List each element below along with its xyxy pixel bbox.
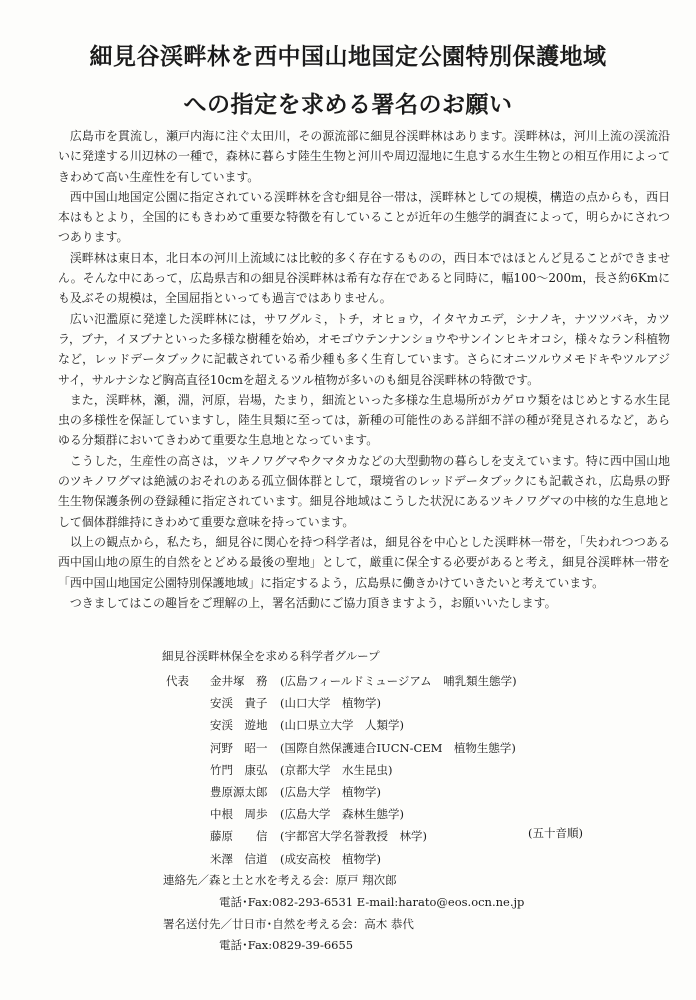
member-row <box>166 692 666 714</box>
member-name: 豊原源太郎 <box>210 784 268 799</box>
paragraph: 西中国山地国定公園に指定されている渓畔林を含む細見谷一帯は，渓畔林としての規模，構造の点からも，西日本はもとより，全国的にもきわめて重要な特徴を有していることが近年の生態学的調査によって，明らかにされつつあります。 <box>58 189 670 245</box>
paragraph: 以上の観点から，私たち，細見谷に関心を持つ科学者は，細見谷を中心とした渓畔林一帯を，「失われつつある西中国山地の原生的自然をとどめる最後の聖地」として，厳重に保全する必要があると考え，細見谷渓畔林一帯を「西中国山地国定公園特別保護地域」に指定するよう，広島県に働きかけていきたいと考えています。 <box>58 534 670 590</box>
member-row <box>166 848 666 870</box>
send-phone: 電話･Fax:0829-39-6655 <box>219 938 354 953</box>
member-list <box>166 670 666 870</box>
member-row <box>166 737 666 759</box>
contact-label: 連絡先／森と土と水を考える会：原戸 翔次郎 <box>163 873 397 887</box>
member-affiliation: (広島大学 植物学) <box>280 784 381 799</box>
paragraph: 広島市を貫流し，瀬戸内海に注ぐ太田川，その源流部に細見谷渓畔林はあります。渓畔林は，河川上流の渓流沿いに発達する川辺林の一種で，森林に暮らす陸生生物と河川や周辺湿地に生息する水生生物との相互作用によってきわめて高い生産性を有しています。 <box>58 129 670 184</box>
send-label: 署名送付先／廿日市･自然を考える会：高木 恭代 <box>163 916 414 931</box>
title-line-1: 細見谷渓畔林を西中国山地国定公園特別保護地域 <box>89 44 607 70</box>
member-affiliation: (宇都宮大学名誉教授 林学) <box>280 829 427 844</box>
member-affiliation: (山口大学 植物学) <box>280 696 381 711</box>
member-name: 安渓 貴子 <box>210 696 268 711</box>
order-note: (五十音順) <box>528 826 583 840</box>
member-name: 金井塚 務 <box>210 674 268 688</box>
member-row <box>166 825 666 847</box>
paragraph: つきましてはこの趣旨をご理解の上，署名活動にご協力頂きますよう，お願いいたします。 <box>69 595 557 610</box>
member-name: 米澤 信道 <box>210 851 268 866</box>
member-row <box>166 803 666 825</box>
member-name: 安渓 遊地 <box>210 718 268 733</box>
member-affiliation: (広島大学 森林生態学) <box>280 807 404 822</box>
member-name: 中根 周歩 <box>210 807 268 822</box>
group-name: 細見谷渓畔林保全を求める科学者グループ <box>162 649 380 663</box>
member-name: 河野 昭一 <box>210 740 268 755</box>
paragraph: 渓畔林は東日本，北日本の河川上流域には比較的多く存在するものの，西日本ではほとんど見ることができません。そんな中にあって，広島県吉和の細見谷渓畔林は希有な存在であると同時に，幅100～200m，長さ約6Kmにも及ぶその規模は，全国屈指といっても過言ではありません。 <box>58 250 670 306</box>
member-affiliation: (広島フィールドミュージアム 哺乳類生態学) <box>280 674 517 688</box>
member-affiliation: (山口県立大学 人類学) <box>280 718 404 733</box>
petition-body <box>58 126 670 613</box>
title-line-2: への指定を求める署名のお願い <box>183 92 513 118</box>
member-row <box>166 781 666 803</box>
member-affiliation: (成安高校 植物学) <box>280 851 381 866</box>
member-role: 代表 <box>166 674 189 688</box>
paragraph: こうした，生産性の高さは，ツキノワグマやクマタカなどの大型動物の暮らしを支えています。特に西中国山地のツキノワグマは絶滅のおそれのある孤立個体群として，環境省のレッドデータブックにも記載され，広島県の野生生物保護条例の登録種に指定されています。細見谷地域はこうした状況にあるツキノワグマの中核的な生息地として個体群維持にきわめて重要な意味を持っています。 <box>58 453 670 529</box>
contacts <box>163 870 683 957</box>
contact-phone: 電話･Fax:082-293-6531 E-mail:harato@eos.ocn.ne.jp <box>219 894 525 909</box>
member-row <box>166 714 666 736</box>
paragraph: また，渓畔林，瀬，淵，河原，岩場，たまり，細流といった多様な生息場所がカゲロウ類をはじめとする水生昆虫の多様性を保証していますし，陸生貝類に至っては，新種の可能性のある詳細不詳の種が発見されるなど，あらゆる分類群においてきわめて重要な生息地となっています。 <box>58 392 670 448</box>
member-name: 竹門 康弘 <box>210 762 268 777</box>
member-row <box>166 670 666 692</box>
member-row <box>166 759 666 781</box>
paragraph: 広い氾濫原に発達した渓畔林には，サワグルミ，トチ，オヒョウ，イタヤカエデ，シナノキ，ナツツバキ，カツラ，ブナ，イヌブナといった多様な樹種を始め，オモゴウテンナンショウやサンインヒキオコシ，様々なラン科植物など，レッドデータブックに記載されている希少種も多く生育しています。さらにオニツルウメモドキやツルアジサイ，サルナシなど胸高直径10cmを超えるツル植物が多いのも細見谷渓畔林の特徴です。 <box>58 311 670 387</box>
member-name: 藤原 信 <box>210 829 268 844</box>
member-affiliation: (国際自然保護連合IUCN-CEM 植物生態学) <box>280 740 516 755</box>
member-affiliation: (京都大学 水生昆虫) <box>280 762 393 777</box>
